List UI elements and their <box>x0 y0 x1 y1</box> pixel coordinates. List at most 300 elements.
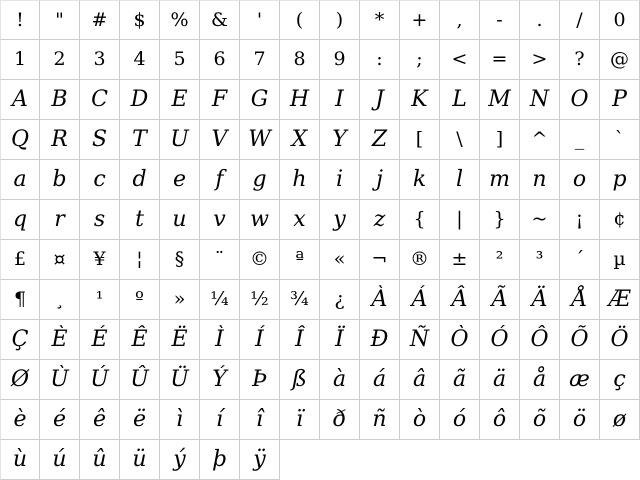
glyph-cell[interactable] <box>600 360 640 400</box>
glyph-cell[interactable] <box>600 160 640 200</box>
glyph-cell[interactable] <box>520 40 560 80</box>
glyph-cell[interactable] <box>480 160 520 200</box>
glyph: Ü <box>170 366 189 392</box>
glyph-cell[interactable] <box>320 240 360 280</box>
glyph-cell[interactable] <box>320 280 360 320</box>
glyph-cell[interactable] <box>80 120 120 160</box>
glyph: ã <box>452 366 467 392</box>
glyph-cell[interactable] <box>360 280 400 320</box>
glyph: ¾ <box>290 288 309 310</box>
glyph: ô <box>492 406 507 432</box>
glyph: Ä <box>531 286 548 312</box>
glyph: / <box>576 8 583 31</box>
glyph-cell[interactable] <box>560 240 600 280</box>
glyph-cell[interactable] <box>80 400 120 440</box>
glyph: Á <box>411 286 428 312</box>
glyph-cell[interactable] <box>200 400 240 440</box>
glyph-cell[interactable] <box>480 0 520 40</box>
glyph-cell[interactable] <box>480 360 520 400</box>
glyph-cell[interactable] <box>600 200 640 240</box>
glyph: Ç <box>11 326 29 352</box>
glyph: B <box>51 86 68 112</box>
glyph-cell[interactable] <box>560 360 600 400</box>
glyph-cell[interactable] <box>0 0 40 40</box>
glyph-cell[interactable] <box>520 400 560 440</box>
glyph: 2 <box>53 48 66 70</box>
glyph: q <box>12 206 28 232</box>
glyph-cell[interactable] <box>0 440 40 480</box>
glyph-cell[interactable] <box>400 40 440 80</box>
glyph: W <box>248 126 271 152</box>
glyph: V <box>211 126 228 152</box>
glyph-cell[interactable] <box>480 320 520 360</box>
glyph-cell[interactable] <box>360 120 400 160</box>
glyph: Ò <box>450 326 469 352</box>
glyph: * <box>374 8 385 31</box>
glyph-cell[interactable] <box>120 280 160 320</box>
glyph-cell[interactable] <box>440 200 480 240</box>
glyph: ¹ <box>95 288 104 310</box>
glyph-cell[interactable] <box>440 120 480 160</box>
glyph-cell[interactable] <box>240 80 280 120</box>
glyph-cell[interactable] <box>400 200 440 240</box>
glyph-cell[interactable] <box>80 160 120 200</box>
glyph: ß <box>292 366 307 392</box>
glyph-cell[interactable] <box>520 280 560 320</box>
glyph: S <box>91 126 108 152</box>
glyph-cell[interactable] <box>120 360 160 400</box>
glyph-cell[interactable] <box>160 80 200 120</box>
glyph: F <box>211 86 228 112</box>
glyph-cell[interactable] <box>40 280 80 320</box>
glyph-cell[interactable] <box>120 40 160 80</box>
glyph-cell[interactable] <box>120 120 160 160</box>
glyph-cell[interactable] <box>200 240 240 280</box>
glyph-cell[interactable] <box>280 240 320 280</box>
glyph-cell[interactable] <box>80 320 120 360</box>
glyph-cell[interactable] <box>120 320 160 360</box>
glyph: z <box>373 206 386 232</box>
empty-cell <box>280 440 320 480</box>
glyph-cell[interactable] <box>440 0 480 40</box>
glyph: ò <box>412 406 427 432</box>
glyph-cell[interactable] <box>160 120 200 160</box>
glyph: þ <box>212 446 227 472</box>
glyph-cell[interactable] <box>0 280 40 320</box>
glyph-cell[interactable] <box>520 320 560 360</box>
glyph-cell[interactable] <box>280 360 320 400</box>
glyph-cell[interactable] <box>400 360 440 400</box>
glyph-cell[interactable] <box>520 80 560 120</box>
glyph-cell[interactable] <box>80 80 120 120</box>
glyph: @ <box>610 48 629 70</box>
glyph: ` <box>614 128 625 150</box>
glyph-cell[interactable] <box>520 360 560 400</box>
glyph-cell[interactable] <box>520 120 560 160</box>
glyph-cell[interactable] <box>280 320 320 360</box>
glyph: ý <box>173 446 186 472</box>
glyph-cell[interactable] <box>120 400 160 440</box>
glyph-cell[interactable] <box>400 160 440 200</box>
glyph: o <box>572 166 587 192</box>
glyph: Ö <box>610 326 629 352</box>
glyph-cell[interactable] <box>200 40 240 80</box>
glyph-cell[interactable] <box>600 120 640 160</box>
glyph-cell[interactable] <box>400 0 440 40</box>
glyph-cell[interactable] <box>560 200 600 240</box>
glyph-cell[interactable] <box>320 200 360 240</box>
glyph-cell[interactable] <box>200 360 240 400</box>
glyph: ¸ <box>54 288 65 310</box>
glyph: { <box>413 208 426 230</box>
glyph-cell[interactable] <box>240 40 280 80</box>
glyph: ê <box>92 406 107 432</box>
glyph: ' <box>256 8 263 31</box>
glyph-cell[interactable] <box>40 320 80 360</box>
glyph-cell[interactable] <box>440 320 480 360</box>
glyph-cell[interactable] <box>440 400 480 440</box>
glyph-cell[interactable] <box>120 80 160 120</box>
glyph-cell[interactable] <box>200 0 240 40</box>
glyph: p <box>612 166 627 192</box>
glyph: + <box>411 8 428 31</box>
glyph: 1 <box>13 48 27 70</box>
glyph-cell[interactable] <box>400 320 440 360</box>
glyph: " <box>55 8 64 31</box>
glyph: Õ <box>570 326 589 352</box>
glyph-cell[interactable] <box>160 360 200 400</box>
glyph: Z <box>371 126 388 152</box>
glyph: Å <box>571 286 588 312</box>
glyph: w <box>250 206 269 232</box>
glyph-cell[interactable] <box>0 40 40 80</box>
glyph-cell[interactable] <box>0 80 40 120</box>
glyph-cell[interactable] <box>600 400 640 440</box>
glyph-cell[interactable] <box>440 240 480 280</box>
glyph-cell[interactable] <box>240 0 280 40</box>
glyph-cell[interactable] <box>320 360 360 400</box>
empty-cell <box>440 440 480 480</box>
empty-cell <box>560 440 600 480</box>
glyph-cell[interactable] <box>160 400 200 440</box>
glyph: O <box>570 86 589 112</box>
glyph: ; <box>416 48 423 70</box>
glyph-cell[interactable] <box>200 320 240 360</box>
glyph-cell[interactable] <box>40 0 80 40</box>
glyph-cell[interactable] <box>80 280 120 320</box>
glyph: x <box>293 206 306 232</box>
glyph: # <box>91 8 108 31</box>
glyph-cell[interactable] <box>0 200 40 240</box>
glyph-cell[interactable] <box>240 400 280 440</box>
glyph-cell[interactable] <box>120 200 160 240</box>
glyph-cell[interactable] <box>600 40 640 80</box>
glyph-cell[interactable] <box>40 440 80 480</box>
glyph-cell[interactable] <box>240 360 280 400</box>
glyph-cell[interactable] <box>240 160 280 200</box>
glyph-cell[interactable] <box>40 400 80 440</box>
glyph-cell[interactable] <box>360 240 400 280</box>
glyph-cell[interactable] <box>80 40 120 80</box>
glyph: Ï <box>335 326 344 352</box>
glyph-cell[interactable] <box>400 120 440 160</box>
glyph: I <box>335 86 344 112</box>
glyph-cell[interactable] <box>0 360 40 400</box>
glyph: ÿ <box>253 446 266 472</box>
glyph: ë <box>132 406 147 432</box>
glyph-cell[interactable] <box>160 160 200 200</box>
glyph-cell[interactable] <box>560 160 600 200</box>
glyph-cell[interactable] <box>320 400 360 440</box>
empty-cell <box>480 440 520 480</box>
glyph-cell[interactable] <box>0 240 40 280</box>
glyph: . <box>536 8 543 31</box>
glyph-cell[interactable] <box>600 0 640 40</box>
glyph-cell[interactable] <box>160 320 200 360</box>
glyph: k <box>412 166 427 192</box>
glyph-cell[interactable] <box>600 320 640 360</box>
glyph: Í <box>255 326 264 352</box>
glyph: \ <box>456 128 463 150</box>
glyph-cell[interactable] <box>320 320 360 360</box>
glyph: $ <box>133 8 146 31</box>
glyph: H <box>289 86 310 112</box>
glyph: ª <box>294 248 305 270</box>
glyph-cell[interactable] <box>280 40 320 80</box>
glyph-cell[interactable] <box>80 240 120 280</box>
glyph: l <box>455 166 464 192</box>
glyph-cell[interactable] <box>80 0 120 40</box>
glyph-cell[interactable] <box>360 400 400 440</box>
glyph-cell[interactable] <box>40 40 80 80</box>
glyph-cell[interactable] <box>240 440 280 480</box>
glyph: ó <box>452 406 467 432</box>
glyph-cell[interactable] <box>160 0 200 40</box>
glyph-cell[interactable] <box>240 120 280 160</box>
glyph-cell[interactable] <box>560 280 600 320</box>
glyph: è <box>13 406 27 432</box>
glyph: § <box>174 248 185 270</box>
glyph-cell[interactable] <box>240 280 280 320</box>
glyph: N <box>529 86 550 112</box>
glyph: b <box>52 166 67 192</box>
glyph-cell[interactable] <box>40 160 80 200</box>
glyph: Ê <box>131 326 148 352</box>
glyph: ¶ <box>13 288 27 310</box>
glyph: X <box>291 126 308 152</box>
glyph: A <box>12 86 28 112</box>
glyph: Û <box>130 366 149 392</box>
glyph-cell[interactable] <box>440 40 480 80</box>
glyph: Þ <box>252 366 267 392</box>
glyph-cell[interactable] <box>280 80 320 120</box>
glyph-cell[interactable] <box>600 80 640 120</box>
glyph-cell[interactable] <box>280 160 320 200</box>
glyph: 4 <box>133 48 146 70</box>
glyph: æ <box>569 366 590 392</box>
glyph-cell[interactable] <box>360 40 400 80</box>
glyph: ¢ <box>613 208 626 230</box>
glyph-cell[interactable] <box>200 280 240 320</box>
glyph: d <box>132 166 147 192</box>
glyph-cell[interactable] <box>320 120 360 160</box>
glyph: £ <box>13 248 27 270</box>
glyph: Ø <box>10 366 30 392</box>
glyph: [ <box>415 128 424 150</box>
glyph: ² <box>495 248 504 270</box>
glyph: Æ <box>608 286 631 312</box>
glyph-cell[interactable] <box>440 360 480 400</box>
glyph: ½ <box>250 288 269 310</box>
glyph-cell[interactable] <box>360 200 400 240</box>
glyph-cell[interactable] <box>560 80 600 120</box>
glyph-cell[interactable] <box>480 400 520 440</box>
glyph-cell[interactable] <box>200 440 240 480</box>
glyph-cell[interactable] <box>320 80 360 120</box>
glyph-cell[interactable] <box>520 200 560 240</box>
glyph-cell[interactable] <box>80 440 120 480</box>
glyph: á <box>372 366 387 392</box>
glyph-cell[interactable] <box>520 0 560 40</box>
glyph: ^ <box>531 128 548 150</box>
glyph-cell[interactable] <box>160 280 200 320</box>
glyph-cell[interactable] <box>240 240 280 280</box>
glyph: y <box>333 206 346 232</box>
glyph: ø <box>612 406 627 432</box>
glyph-cell[interactable] <box>120 160 160 200</box>
glyph-cell[interactable] <box>560 320 600 360</box>
glyph-cell[interactable] <box>400 80 440 120</box>
glyph: ¥ <box>93 248 106 270</box>
glyph: î <box>255 406 264 432</box>
glyph-cell[interactable] <box>400 280 440 320</box>
empty-cell <box>320 440 360 480</box>
glyph-cell[interactable] <box>80 200 120 240</box>
glyph: h <box>292 166 307 192</box>
glyph-cell[interactable] <box>280 400 320 440</box>
glyph-cell[interactable] <box>520 240 560 280</box>
glyph: g <box>252 166 267 192</box>
glyph-cell[interactable] <box>0 400 40 440</box>
glyph-cell[interactable] <box>80 360 120 400</box>
glyph-cell[interactable] <box>320 40 360 80</box>
glyph-cell[interactable] <box>360 320 400 360</box>
glyph: û <box>92 446 107 472</box>
glyph-cell[interactable] <box>360 160 400 200</box>
glyph-cell[interactable] <box>280 200 320 240</box>
glyph-cell[interactable] <box>480 200 520 240</box>
glyph-cell[interactable] <box>480 120 520 160</box>
glyph: Y <box>332 126 347 152</box>
glyph: õ <box>532 406 547 432</box>
glyph-cell[interactable] <box>120 0 160 40</box>
glyph: 9 <box>333 48 346 70</box>
glyph-cell[interactable] <box>520 160 560 200</box>
glyph-cell[interactable] <box>480 280 520 320</box>
glyph: , <box>456 8 463 31</box>
glyph: c <box>93 166 106 192</box>
glyph: - <box>496 8 503 31</box>
glyph-cell[interactable] <box>560 0 600 40</box>
glyph-cell[interactable] <box>280 280 320 320</box>
glyph-cell[interactable] <box>280 0 320 40</box>
glyph-cell[interactable] <box>600 240 640 280</box>
glyph-cell[interactable] <box>160 200 200 240</box>
glyph-cell[interactable] <box>0 120 40 160</box>
glyph: ~ <box>531 208 548 230</box>
glyph: ¬ <box>371 248 388 270</box>
glyph: Ð <box>370 326 389 352</box>
glyph-cell[interactable] <box>480 240 520 280</box>
glyph-cell[interactable] <box>440 280 480 320</box>
empty-cell <box>400 440 440 480</box>
glyph-cell[interactable] <box>40 360 80 400</box>
glyph-cell[interactable] <box>240 320 280 360</box>
glyph-cell[interactable] <box>160 240 200 280</box>
glyph: ± <box>451 248 468 270</box>
glyph-cell[interactable] <box>0 320 40 360</box>
glyph: ü <box>132 446 147 472</box>
glyph-cell[interactable] <box>160 440 200 480</box>
glyph-cell[interactable] <box>480 80 520 120</box>
glyph-cell[interactable] <box>280 120 320 160</box>
glyph: Â <box>451 286 468 312</box>
glyph-cell[interactable] <box>560 40 600 80</box>
glyph-cell[interactable] <box>360 80 400 120</box>
glyph-cell[interactable] <box>40 240 80 280</box>
glyph-cell[interactable] <box>440 80 480 120</box>
glyph-cell[interactable] <box>400 240 440 280</box>
glyph-cell[interactable] <box>600 280 640 320</box>
glyph: ¿ <box>334 288 345 310</box>
glyph: % <box>170 8 189 31</box>
glyph: ð <box>332 406 347 432</box>
glyph-cell[interactable] <box>240 200 280 240</box>
glyph: t <box>135 206 144 232</box>
glyph-cell[interactable] <box>200 160 240 200</box>
glyph-cell[interactable] <box>40 80 80 120</box>
glyph-cell[interactable] <box>40 120 80 160</box>
glyph-cell[interactable] <box>560 400 600 440</box>
glyph-cell[interactable] <box>200 80 240 120</box>
glyph: Ñ <box>409 326 430 352</box>
glyph-cell[interactable] <box>480 40 520 80</box>
glyph: 8 <box>293 48 306 70</box>
glyph-cell[interactable] <box>440 160 480 200</box>
glyph: ? <box>574 48 585 70</box>
glyph: ¦ <box>136 248 143 270</box>
glyph-cell[interactable] <box>360 0 400 40</box>
glyph-cell[interactable] <box>200 200 240 240</box>
glyph: Ù <box>50 366 69 392</box>
glyph-cell[interactable] <box>320 0 360 40</box>
glyph-cell[interactable] <box>40 200 80 240</box>
glyph-cell[interactable] <box>560 120 600 160</box>
glyph: Ë <box>171 326 188 352</box>
glyph-cell[interactable] <box>0 160 40 200</box>
glyph: ¨ <box>214 248 225 270</box>
glyph-cell[interactable] <box>120 240 160 280</box>
glyph: & <box>211 8 228 31</box>
glyph-cell[interactable] <box>320 160 360 200</box>
glyph-cell[interactable] <box>200 120 240 160</box>
glyph-cell[interactable] <box>120 440 160 480</box>
glyph: K <box>411 86 428 112</box>
glyph-cell[interactable] <box>360 360 400 400</box>
glyph-cell[interactable] <box>400 400 440 440</box>
glyph: É <box>91 326 108 352</box>
glyph-cell[interactable] <box>160 40 200 80</box>
